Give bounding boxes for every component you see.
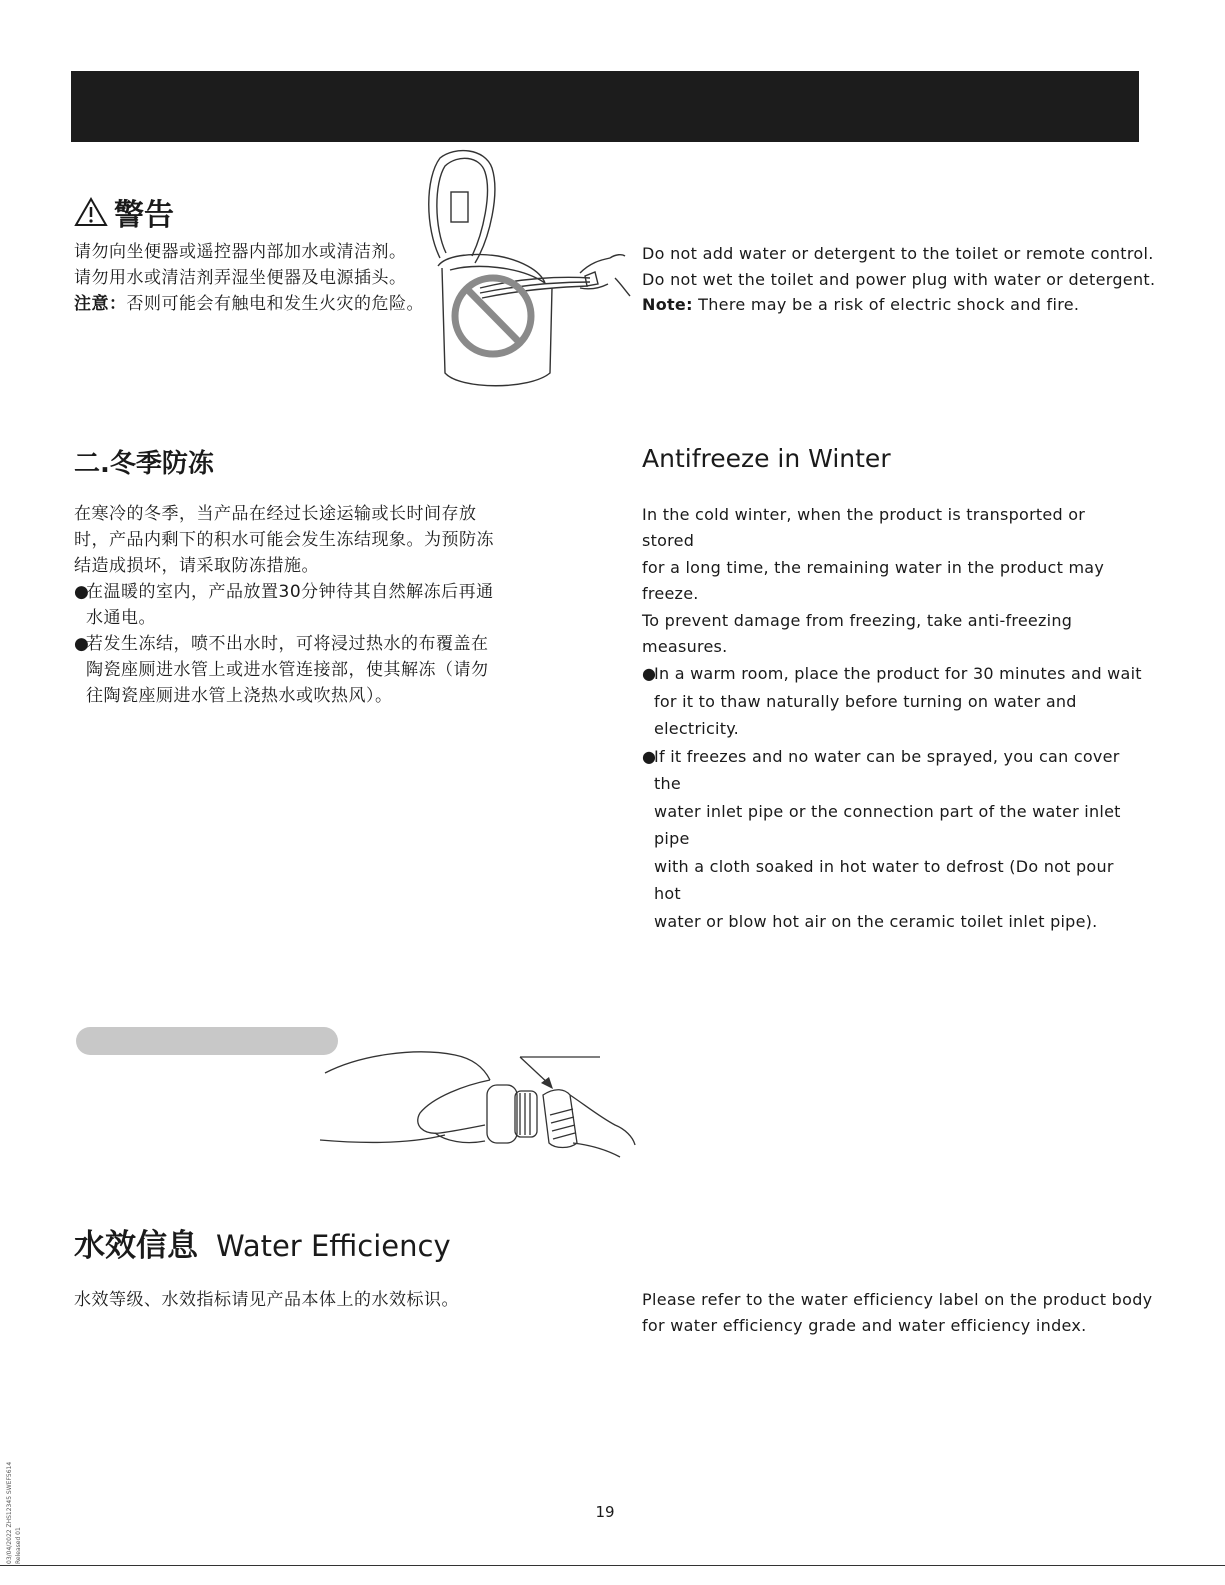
warning-en-line: Do not wet the toilet and power plug with water or detergent. [642,269,1156,289]
bullet-line: water or blow hot air on the ceramic toilet inlet pipe). [654,911,1098,931]
bullet-line: 若发生冻结，喷不出水时，可将浸过热水的布覆盖在 [86,634,489,654]
antifreeze-zh-bullet [74,631,514,709]
warning-en-block [642,241,1155,318]
warning-zh-note [74,291,424,317]
no-water-prohibition-icon [420,148,640,393]
warning-zh-note-label: 注意： [74,294,127,314]
warning-title: 警告 [114,198,174,233]
water-efficiency-title-en: Water Efficiency [216,1229,451,1263]
bullet-line: with a cloth soaked in hot water to defrost (Do not pour hot [654,856,1114,904]
water-efficiency-heading [74,1220,451,1265]
water-efficiency-en-line: Please refer to the water efficiency label on the product body [642,1290,1153,1309]
antifreeze-zh-block [74,501,514,709]
bullet-line: 陶瓷座厕进水管上或进水管连接部，使其解冻（请勿 [86,660,489,680]
warning-en-note-label: Note: [642,295,693,314]
antifreeze-en-bullet [642,660,1142,743]
bullet-line: water inlet pipe or the connection part of the water inlet pipe [654,801,1121,849]
antifreeze-zh-line: 时，产品内剩下的积水可能会发生冻结现象。为预防冻 [74,530,494,550]
bullet-icon: ● [74,582,90,602]
warning-zh-note-text: 否则可能会有触电和发生火灾的危险。 [126,294,424,314]
antifreeze-zh-line: 结造成损坏，请采取防冻措施。 [74,556,319,576]
antifreeze-title-zh: 二.冬季防冻 [74,449,214,479]
bullet-line: 水通电。 [86,608,156,628]
water-efficiency-zh-text: 水效等级、水效指标请见产品本体上的水效标识。 [74,1290,459,1310]
bullet-icon: ● [74,634,90,654]
gray-label-pill [76,1027,338,1055]
filter-hand-illustration [315,1045,640,1160]
page-number: 19 [595,1503,615,1521]
antifreeze-en-bullet [642,743,1142,936]
warning-zh-line: 请勿用水或清洁剂弄湿坐便器及电源插头。 [74,268,407,288]
bullet-icon: ● [642,664,657,684]
side-metadata-line: 03/04/2022 ZHS12345 SWEF5614 [6,1461,13,1564]
header-bar [71,71,1139,142]
side-metadata [4,1461,28,1566]
antifreeze-en-line: In the cold winter, when the product is transported or stored [642,505,1086,551]
warning-en-note [642,292,1155,318]
bullet-line: In a warm room, place the product for 30 minutes and wait [654,664,1142,684]
antifreeze-en-line: for a long time, the remaining water in the product may freeze. [642,557,1105,604]
antifreeze-en-line: To prevent damage from freezing, take anti-freezing measures. [642,610,1073,657]
side-metadata-line: Released 01 [15,1527,22,1564]
antifreeze-en-block [642,502,1142,935]
warning-triangle-icon [74,197,108,227]
water-efficiency-title-zh: 水效信息 [74,1228,198,1264]
bottom-rule [0,1565,1225,1566]
bullet-line: 在温暖的室内，产品放置30分钟待其自然解冻后再通 [86,582,494,602]
antifreeze-title-en: Antifreeze in Winter [642,444,891,473]
warning-zh-block [74,239,424,317]
bullet-line: for it to thaw naturally before turning on water and electricity. [654,691,1077,739]
antifreeze-zh-line: 在寒冷的冬季，当产品在经过长途运输或长时间存放 [74,504,477,524]
warning-en-line: Do not add water or detergent to the toilet or remote control. [642,244,1154,263]
water-efficiency-en-block [642,1287,1152,1338]
water-efficiency-en-line: for water efficiency grade and water efficiency index. [642,1315,1087,1335]
antifreeze-zh-bullet [74,579,514,631]
bullet-icon: ● [642,746,657,766]
warning-heading [74,190,174,234]
warning-zh-line: 请勿向坐便器或遥控器内部加水或清洁剂。 [74,242,407,262]
bullet-line: 往陶瓷座厕进水管上浇热水或吹热风）。 [86,686,393,706]
warning-en-note-text: There may be a risk of electric shock and fire. [692,295,1080,314]
bullet-line: If it freezes and no water can be sprayed, you can cover the [654,746,1120,794]
